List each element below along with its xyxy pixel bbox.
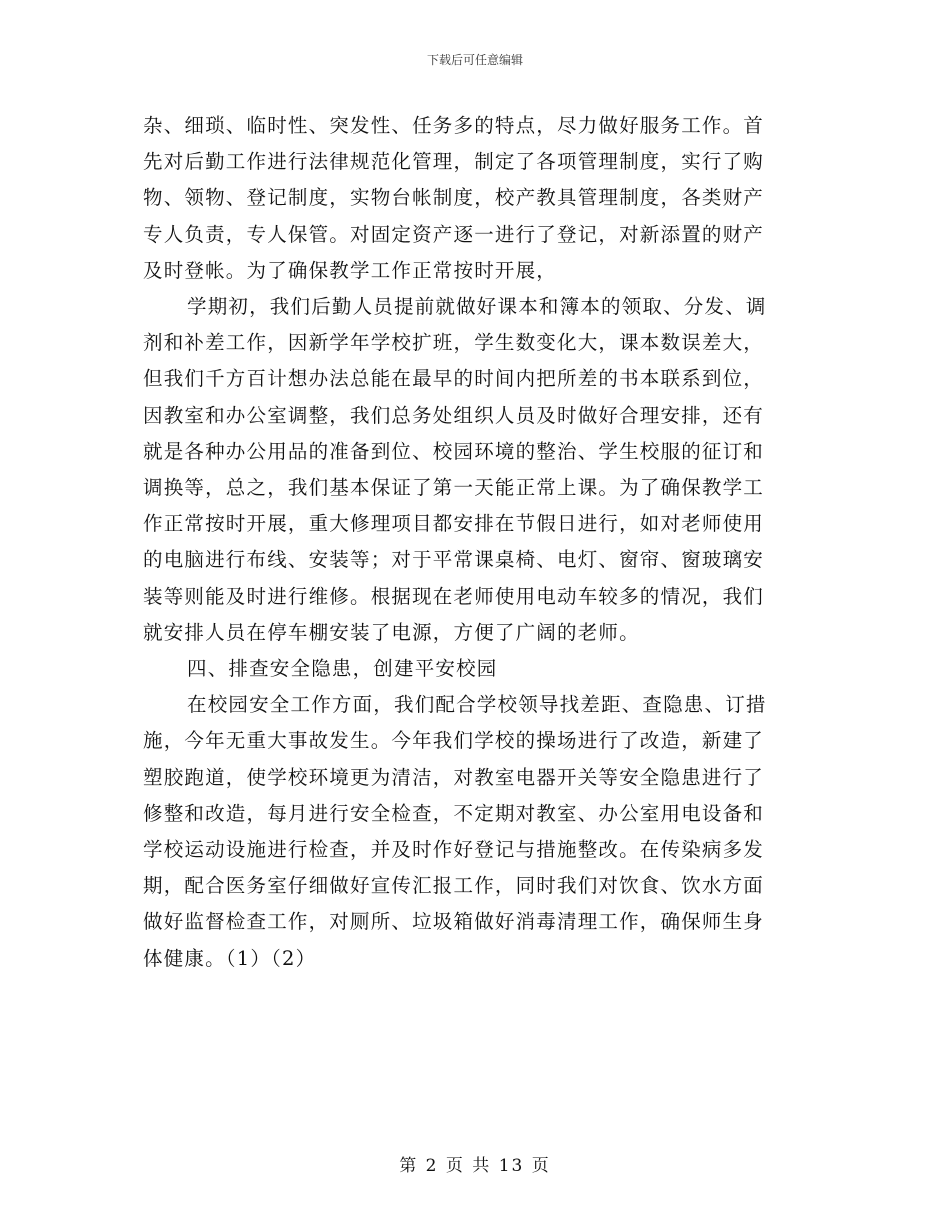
text-line: 杂、细琐、临时性、突发性、任务多的特点，尽力做好服务工作。首	[143, 114, 765, 137]
text-line: 剂和补差工作，因新学年学校扩班，学生数变化大，课本数误差大，	[143, 331, 765, 355]
text-line: 塑胶跑道，使学校环境更为清洁，对教室电器开关等安全隐患进行了	[143, 765, 765, 789]
text-line: 装等则能及时进行维修。根据现在老师使用电动车较多的情况，我们	[143, 584, 765, 608]
paragraph-2	[143, 289, 807, 651]
page-header: 下载后可任意编辑	[426, 53, 523, 67]
paragraph-3	[143, 687, 807, 977]
paragraph-1	[143, 108, 807, 289]
text-line: 做好监督检查工作，对厕所、垃圾箱做好消毒清理工作，确保师生身	[143, 910, 765, 934]
text-line: 就是各种办公用品的准备到位、校园环境的整治、学生校服的征订和	[143, 439, 765, 463]
text-line: 修整和改造，每月进行安全检查，不定期对教室、办公室用电设备和	[143, 801, 765, 825]
text-line: 因教室和办公室调整，我们总务处组织人员及时做好合理安排，还有	[143, 403, 765, 427]
text-line: 体健康。（1）（2）	[143, 946, 317, 970]
text-line: 但我们千方百计想办法总能在最早的时间内把所差的书本联系到位，	[143, 367, 765, 391]
page-number: 第 2 页 共 13 页	[399, 1156, 551, 1176]
text-line: 就安排人员在停车棚安装了电源，方便了广阔的老师。	[143, 620, 640, 644]
text-line: 学校运动设施进行检查，并及时作好登记与措施整改。在传染病多发	[143, 838, 765, 862]
text-line: 调换等，总之，我们基本保证了第一天能正常上课。为了确保教学工	[143, 476, 765, 500]
text-line: 期，配合医务室仔细做好宣传汇报工作，同时我们对饮食、饮水方面	[143, 874, 765, 898]
section-heading-text: 四、排查安全隐患，创建平安校园	[187, 657, 498, 681]
text-line: 专人负责，专人保管。对固定资产逐一进行了登记，对新添置的财产	[143, 222, 765, 246]
text-line: 的电脑进行布线、安装等；对于平常课桌椅、电灯、窗帘、窗玻璃安	[143, 548, 765, 572]
section-heading	[143, 651, 807, 687]
text-line: 施，今年无重大事故发生。今年我们学校的操场进行了改造，新建了	[143, 729, 765, 753]
document-body	[143, 108, 807, 977]
text-line: 及时登帐。为了确保教学工作正常按时开展，	[143, 258, 558, 282]
text-line: 物、领物、登记制度，实物台帐制度，校产教具管理制度，各类财产	[143, 186, 765, 210]
text-line: 作正常按时开展，重大修理项目都安排在节假日进行，如对老师使用	[143, 512, 765, 536]
text-line: 在校园安全工作方面，我们配合学校领导找差距、查隐患、订措	[187, 693, 767, 717]
text-line: 学期初，我们后勤人员提前就做好课本和簿本的领取、分发、调	[187, 295, 767, 319]
text-line: 先对后勤工作进行法律规范化管理，制定了各项管理制度，实行了购	[143, 150, 765, 174]
